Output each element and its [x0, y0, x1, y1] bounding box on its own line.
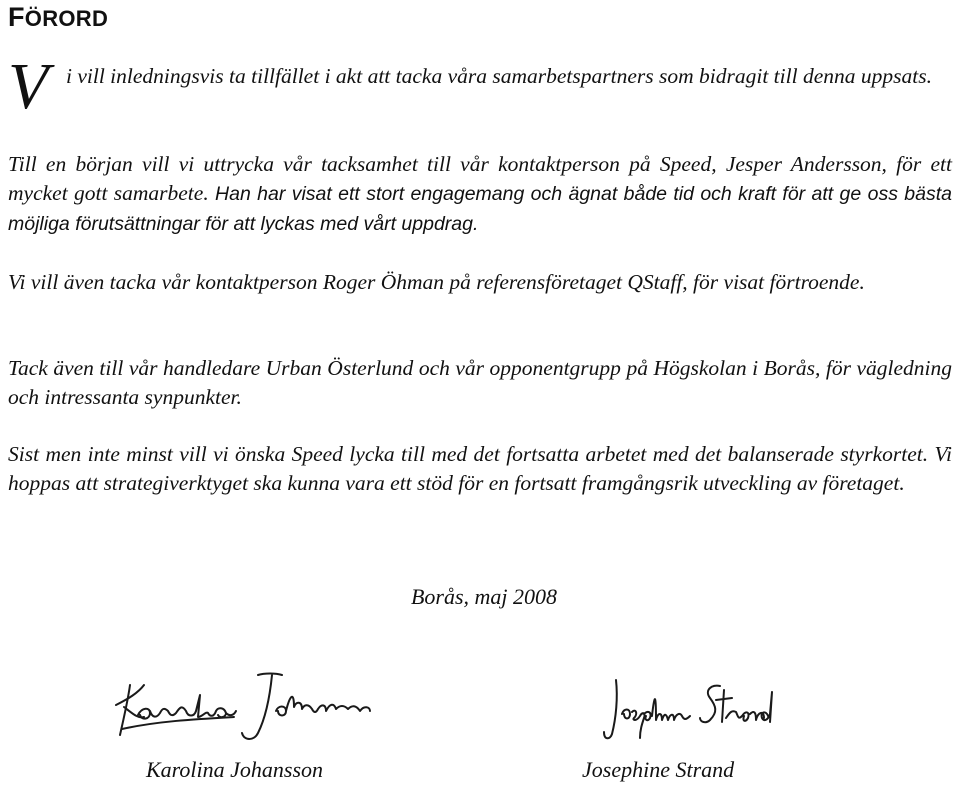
paragraph-reference-company: Vi vill även tacka vår kontaktperson Roger Öhman på referensföretaget QStaff, för visat förtroende.	[8, 270, 865, 294]
section-heading	[8, 2, 108, 33]
signature-name-josephine: Josephine Strand	[582, 757, 735, 782]
signature-karolina	[108, 655, 378, 750]
handwritten-signature-image	[108, 655, 378, 750]
paragraph-contact-speed-sans: Han har visat ett stort engagemang och ägnat både tid och kraft för att ge oss bästa möjliga förutsättningar för att lyckas med vårt uppdrag.	[8, 183, 953, 235]
place-and-date: Borås, maj 2008	[410, 584, 558, 609]
paragraph-closing: Sist men inte minst vill vi önska Speed lycka till med det fortsatta arbetet med det balanserade styrkortet. Vi hoppas att strategiverktyget ska kunna vara ett stöd för en fortsatt framgångsrik utveckling av företaget.	[8, 442, 952, 495]
signature-josephine	[592, 668, 782, 748]
heading-initial: F	[8, 2, 25, 32]
paragraph-contact-speed-serif: Till en början vill vi uttrycka vår tacksamhet till vår kontaktperson på Speed, Jesper Andersson, för ett mycket gott samarbete.	[8, 152, 952, 205]
heading-rest: ÖRORD	[24, 6, 109, 31]
paragraph-supervisor: Tack även till vår handledare Urban Österlund och vår opponentgrupp på Högskolan i Borås, för vägledning och intressanta synpunkter.	[8, 356, 952, 409]
handwritten-signature-image-2	[592, 668, 782, 748]
drop-cap-letter: V	[8, 50, 49, 123]
intro-paragraph: i vill inledningsvis ta tillfället i akt att tacka våra samarbetspartners som bidragit till denna uppsats.	[66, 64, 932, 88]
paragraph-contact-speed	[8, 150, 952, 239]
signature-name-karolina: Karolina Johansson	[146, 757, 324, 782]
